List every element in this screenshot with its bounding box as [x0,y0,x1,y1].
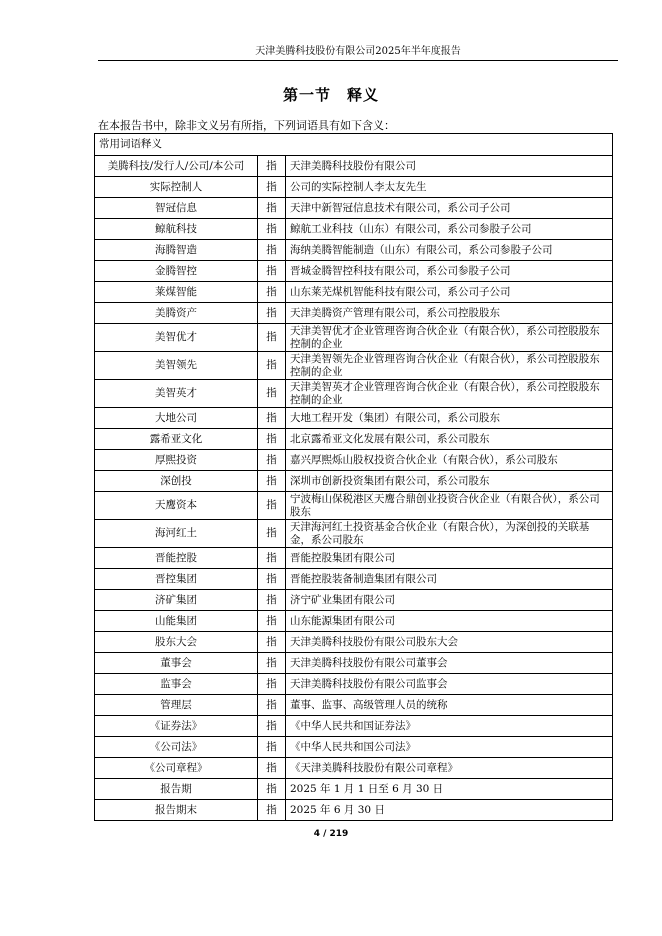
refers-to-cell: 指 [258,492,286,520]
definition-cell: 晋能控股集团有限公司 [286,548,613,569]
definition-cell: 天津美腾科技股份有限公司监事会 [286,674,613,695]
table-row [95,177,613,198]
refers-to-cell: 指 [258,408,286,429]
table-row [95,156,613,177]
table-row [95,492,613,520]
term-cell: 鲸航科技 [95,219,258,240]
table-row [95,520,613,548]
refers-to-cell: 指 [258,611,286,632]
table-row [95,653,613,674]
definition-cell: 天津美智领先企业管理咨询合伙企业（有限合伙），系公司控股股东控制的企业 [286,352,613,380]
definition-cell: 《天津美腾科技股份有限公司章程》 [286,758,613,779]
term-cell: 美腾资产 [95,303,258,324]
table-row [95,716,613,737]
definition-cell: 鲸航工业科技（山东）有限公司，系公司参股子公司 [286,219,613,240]
refers-to-cell: 指 [258,429,286,450]
refers-to-cell: 指 [258,674,286,695]
definition-cell: 海纳美腾智能制造（山东）有限公司，系公司参股子公司 [286,240,613,261]
table-row [95,352,613,380]
term-cell: 董事会 [95,653,258,674]
refers-to-cell: 指 [258,380,286,408]
table-row [95,380,613,408]
refers-to-cell: 指 [258,156,286,177]
definition-cell: 天津美腾资产管理有限公司，系公司控股股东 [286,303,613,324]
table-row [95,303,613,324]
term-cell: 实际控制人 [95,177,258,198]
header-rule [98,60,618,61]
definition-cell: 《中华人民共和国公司法》 [286,737,613,758]
table-row [95,471,613,492]
refers-to-cell: 指 [258,471,286,492]
table-row [95,282,613,303]
term-cell: 管理层 [95,695,258,716]
table-row [95,240,613,261]
definition-cell: 深圳市创新投资集团有限公司，系公司股东 [286,471,613,492]
section-title: 第一节 释义 [282,86,379,104]
term-cell: 美智领先 [95,352,258,380]
definition-cell: 晋能控股装备制造集团有限公司 [286,569,613,590]
refers-to-cell: 指 [258,590,286,611]
table-row [95,758,613,779]
definitions-table [94,133,613,821]
table-row [95,548,613,569]
refers-to-cell: 指 [258,198,286,219]
definition-cell: 嘉兴厚熙烁山股权投资合伙企业（有限合伙），系公司股东 [286,450,613,471]
definition-cell: 天津美智英才企业管理咨询合伙企业（有限合伙），系公司控股股东控制的企业 [286,380,613,408]
table-row [95,800,613,821]
refers-to-cell: 指 [258,569,286,590]
definition-cell: 公司的实际控制人李太友先生 [286,177,613,198]
refers-to-cell: 指 [258,758,286,779]
term-cell: 露希亚文化 [95,429,258,450]
term-cell: 美智优才 [95,324,258,352]
refers-to-cell: 指 [258,352,286,380]
term-cell: 大地公司 [95,408,258,429]
table-row [95,261,613,282]
refers-to-cell: 指 [258,716,286,737]
term-cell: 《公司法》 [95,737,258,758]
term-cell: 美腾科技/发行人/公司/本公司 [95,156,258,177]
term-cell: 深创投 [95,471,258,492]
page-number: 4 / 219 [313,829,349,839]
term-cell: 报告期 [95,779,258,800]
table-row [95,590,613,611]
table-row [95,324,613,352]
refers-to-cell: 指 [258,548,286,569]
table-row [95,632,613,653]
refers-to-cell: 指 [258,450,286,471]
refers-to-cell: 指 [258,282,286,303]
term-cell: 报告期末 [95,800,258,821]
term-cell: 天鹰资本 [95,492,258,520]
definition-cell: 2025 年 6 月 30 日 [286,800,613,821]
refers-to-cell: 指 [258,219,286,240]
refers-to-cell: 指 [258,800,286,821]
definition-cell: 宁波梅山保税港区天鹰合鼎创业投资合伙企业（有限合伙），系公司股东 [286,492,613,520]
term-cell: 监事会 [95,674,258,695]
term-cell: 《公司章程》 [95,758,258,779]
definition-cell: 天津海河红土投资基金合伙企业（有限合伙），为深创投的关联基金，系公司股东 [286,520,613,548]
term-cell: 金腾智控 [95,261,258,282]
table-row [95,450,613,471]
definition-cell: 天津美腾科技股份有限公司股东大会 [286,632,613,653]
term-cell: 莱煤智能 [95,282,258,303]
definition-cell: 天津美智优才企业管理咨询合伙企业（有限合伙），系公司控股股东控制的企业 [286,324,613,352]
definition-cell: 山东能源集团有限公司 [286,611,613,632]
term-cell: 海河红土 [95,520,258,548]
table-row [95,674,613,695]
refers-to-cell: 指 [258,324,286,352]
refers-to-cell: 指 [258,261,286,282]
term-cell: 厚熙投资 [95,450,258,471]
table-row [95,779,613,800]
table-row [95,408,613,429]
refers-to-cell: 指 [258,737,286,758]
refers-to-cell: 指 [258,303,286,324]
definition-cell: 济宁矿业集团有限公司 [286,590,613,611]
definition-cell: 山东莱芜煤机智能科技有限公司，系公司子公司 [286,282,613,303]
table-row [95,695,613,716]
definition-cell: 天津中新智冠信息技术有限公司，系公司子公司 [286,198,613,219]
definition-cell: 天津美腾科技股份有限公司 [286,156,613,177]
term-cell: 《证券法》 [95,716,258,737]
definition-cell: 《中华人民共和国证券法》 [286,716,613,737]
refers-to-cell: 指 [258,632,286,653]
table-row [95,198,613,219]
table-caption-row [95,134,613,156]
running-header: 天津美腾科技股份有限公司2025年半年度报告 [255,46,461,57]
term-cell: 山能集团 [95,611,258,632]
definition-cell: 大地工程开发（集团）有限公司，系公司股东 [286,408,613,429]
term-cell: 美智英才 [95,380,258,408]
table-row [95,219,613,240]
definition-cell: 2025 年 1 月 1 日至 6 月 30 日 [286,779,613,800]
term-cell: 晋能控股 [95,548,258,569]
refers-to-cell: 指 [258,177,286,198]
intro-text: 在本报告书中，除非文义另有所指，下列词语具有如下含义： [98,119,395,132]
definition-cell: 晋城金腾智控科技有限公司，系公司参股子公司 [286,261,613,282]
refers-to-cell: 指 [258,240,286,261]
table-row [95,737,613,758]
term-cell: 济矿集团 [95,590,258,611]
definition-cell: 北京露希亚文化发展有限公司，系公司股东 [286,429,613,450]
table-row [95,429,613,450]
definition-cell: 董事、监事、高级管理人员的统称 [286,695,613,716]
refers-to-cell: 指 [258,520,286,548]
term-cell: 智冠信息 [95,198,258,219]
table-row [95,611,613,632]
refers-to-cell: 指 [258,695,286,716]
table-caption: 常用词语释义 [95,134,613,156]
definition-cell: 天津美腾科技股份有限公司董事会 [286,653,613,674]
term-cell: 海腾智造 [95,240,258,261]
term-cell: 股东大会 [95,632,258,653]
refers-to-cell: 指 [258,779,286,800]
term-cell: 晋控集团 [95,569,258,590]
table-row [95,569,613,590]
refers-to-cell: 指 [258,653,286,674]
